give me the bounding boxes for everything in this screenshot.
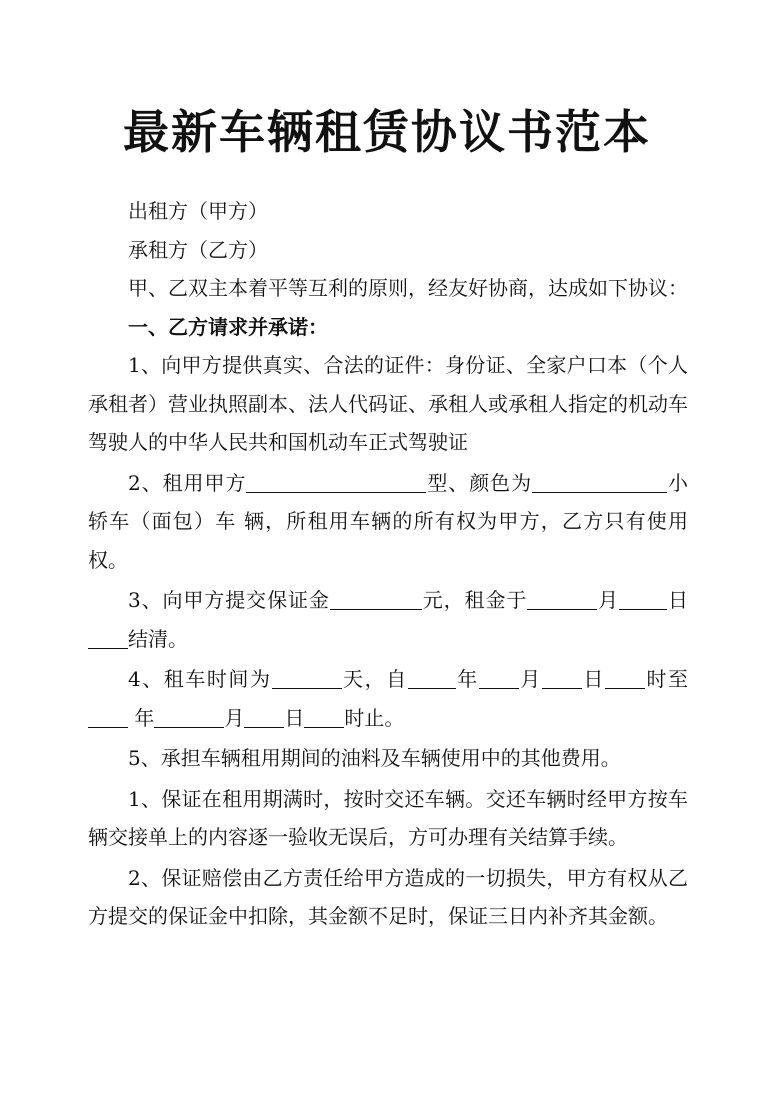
lessee-line: 承租方（乙方） [128, 237, 268, 262]
blank-rent-day-b [88, 628, 128, 649]
clause-3-mid3: 日 [667, 588, 689, 612]
clause-1: 1、向甲方提供真实、合法的证件：身份证、全家户口本（个人承租者）营业执照副本、法人代码证、承租人或承租人指定的机动车驾驶人的中华人民共和国机动车正式驾驶证 [88, 353, 688, 454]
blank-end-hour [304, 707, 344, 728]
clause-4-text-5: 时至 [644, 667, 689, 691]
clause-3-mid2: 月 [597, 588, 620, 612]
clause-4-text-7: 月 [224, 705, 245, 730]
clause-4-prefix: 4、租车时间为 [128, 667, 272, 691]
clause-4-text-3: 月 [518, 667, 542, 691]
blank-deposit [330, 589, 422, 610]
clause-4 [88, 660, 688, 737]
document-body [88, 192, 688, 936]
clause-2 [88, 464, 688, 580]
clause-compensation: 2、保证赔偿由乙方责任给甲方造成的一切损失，甲方有权从乙方提交的保证金中扣除，其金额不足时，保证三日内补齐其金额。 [88, 865, 688, 928]
clause-4-suffix: 时止。 [344, 705, 405, 730]
intro-paragraph: 甲、乙双主本着平等互利的原则，经友好协商，达成如下协议： [128, 276, 688, 300]
clause-2-prefix: 2、租用甲方 [128, 470, 247, 495]
blank-car-model [246, 472, 426, 493]
clause-4-text-8: 日 [284, 705, 305, 730]
clause-2-mid: 型、颜色为 [426, 470, 533, 495]
blank-start-day [542, 668, 582, 689]
clause-5: 5、承担车辆租用期间的油料及车辆使用中的其他费用。 [128, 746, 621, 770]
blank-end-month [154, 707, 224, 728]
document-title: 最新车辆租赁协议书范本 [123, 105, 651, 159]
clause-3 [88, 581, 688, 658]
clause-3-mid1: 元，租金于 [421, 588, 528, 612]
blank-rent-day-a [619, 589, 667, 610]
blank-start-month [479, 668, 519, 689]
blank-start-year [408, 668, 456, 689]
lessor-line: 出租方（甲方） [128, 199, 268, 223]
clause-return-vehicle: 1、保证在租用期满时，按时交还车辆。交还车辆时经甲方按车辆交接单上的内容逐一验收无误后，方可办理有关结算手续。 [88, 786, 688, 849]
clause-3-prefix: 3、向甲方提交保证金 [128, 588, 330, 612]
clause-4-text-2: 年 [455, 667, 479, 691]
clause-3-suffix: 结清。 [128, 626, 188, 651]
clause-4-text-1: 天，自 [341, 667, 408, 691]
blank-end-year [88, 707, 128, 728]
blank-rent-month [527, 589, 597, 610]
blank-end-day [244, 707, 284, 728]
blank-car-color [532, 472, 667, 493]
clause-4-text-6: 年 [128, 705, 155, 730]
section-heading: 一、乙方请求并承诺： [128, 314, 328, 339]
blank-start-hour [605, 668, 645, 689]
clause-2-suffix: 小轿车（面包）车 辆，所租用车辆的所有权为甲方，乙方只有使用权。 [88, 470, 689, 572]
blank-days [272, 668, 342, 689]
clause-4-text-4: 日 [581, 667, 605, 691]
